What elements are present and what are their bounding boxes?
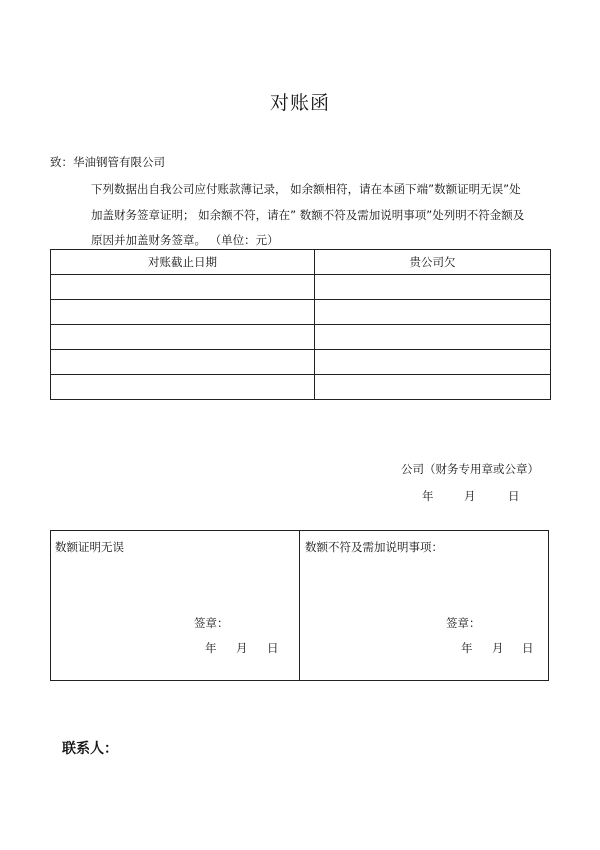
table-row [51,350,551,375]
amount-owed-cell[interactable] [315,300,551,325]
sender-date-year: 年 [422,489,434,503]
sender-date-day: 日 [508,489,520,503]
sender-seal-label: 公司（财务专用章或公章） [401,462,539,476]
confirm-correct-day: 日 [267,641,279,655]
sender-date-month: 月 [464,489,476,503]
table-row [51,275,551,300]
confirm-correct-box[interactable] [50,530,300,681]
confirm-correct-seal-label: 签章： [194,616,229,630]
amount-owed-cell[interactable] [315,350,551,375]
cutoff-date-cell[interactable] [51,325,315,350]
header-amount-owed: 贵公司欠 [315,250,551,275]
body-line-1: 下列数据出自我公司应付账款薄记录， 如余额相符，请在本函下端”数额证明无误”处 [91,182,521,196]
reconciliation-table [50,249,551,400]
discrepancy-title: 数额不符及需加说明事项： [305,540,443,554]
discrepancy-month: 月 [492,641,504,655]
table-header-row [51,250,551,275]
body-line-2: 加盖财务签章证明； 如余额不符，请在” 数额不符及需加说明事项”处列明不符金额及 [91,208,525,222]
cutoff-date-cell[interactable] [51,300,315,325]
cutoff-date-cell[interactable] [51,375,315,400]
discrepancy-seal-label: 签章： [446,616,481,630]
table-row [51,375,551,400]
cutoff-date-cell[interactable] [51,275,315,300]
amount-owed-cell[interactable] [315,325,551,350]
discrepancy-day: 日 [522,641,534,655]
table-row [51,325,551,350]
recipient-line: 致：华油钢管有限公司 [50,155,165,169]
table-row [51,300,551,325]
cutoff-date-cell[interactable] [51,350,315,375]
discrepancy-box[interactable] [299,530,549,681]
confirm-correct-month: 月 [236,641,248,655]
amount-owed-cell[interactable] [315,375,551,400]
discrepancy-year: 年 [461,641,473,655]
header-cutoff-date: 对账截止日期 [51,250,315,275]
contact-label: 联系人： [62,741,118,757]
confirm-correct-year: 年 [205,641,217,655]
confirm-correct-title: 数额证明无误 [55,540,124,554]
document-title: 对账函 [269,92,330,114]
amount-owed-cell[interactable] [315,275,551,300]
body-line-3: 原因并加盖财务签章。 （单位：元） [91,233,279,247]
